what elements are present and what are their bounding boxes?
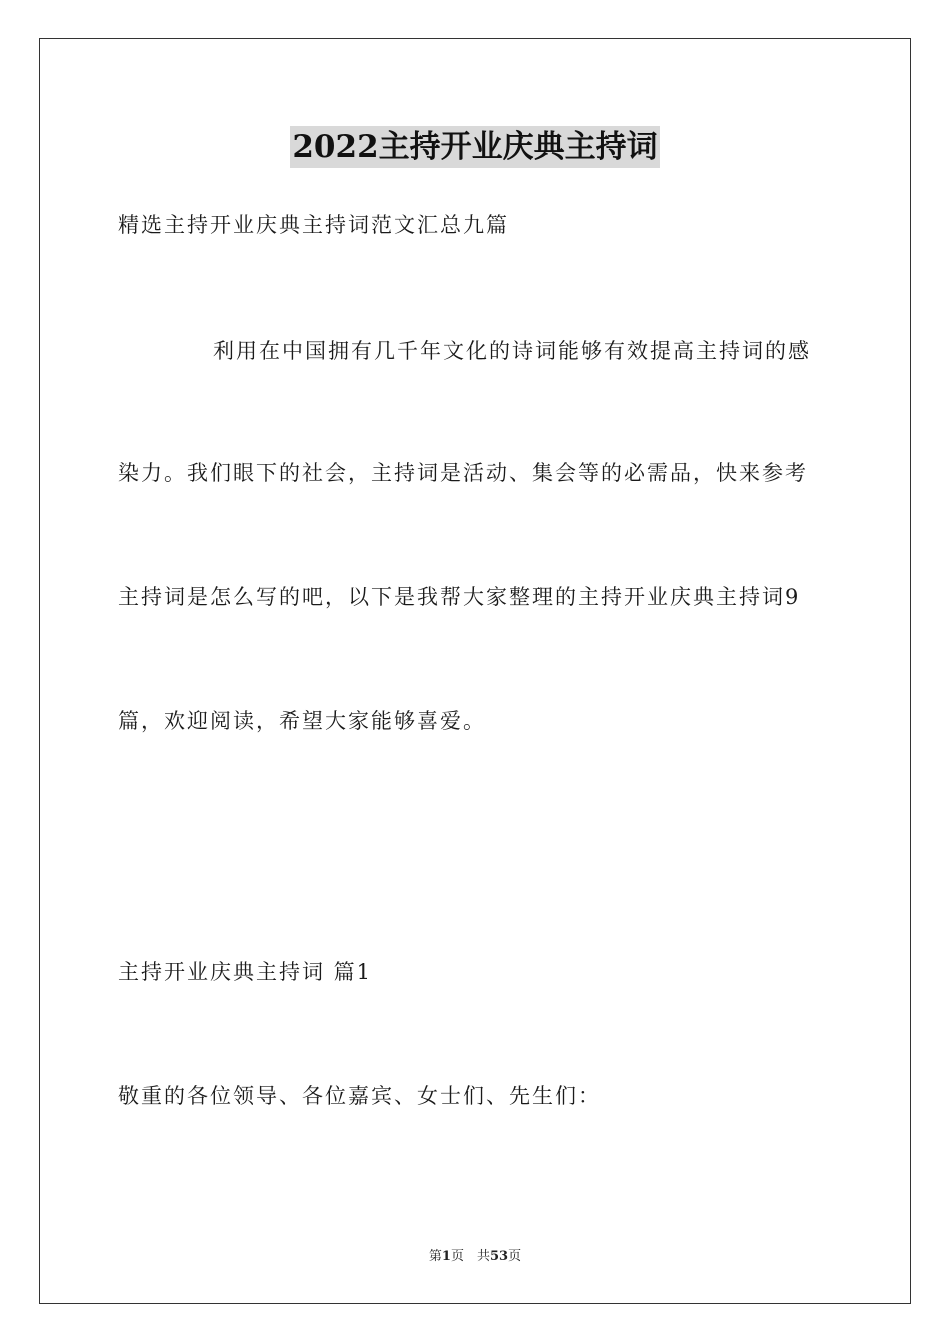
intro-line-4: 篇，欢迎阅读，希望大家能够喜爱。 [118, 709, 486, 733]
intro-line-1: 利用在中国拥有几千年文化的诗词能够有效提高主持词的感 [213, 339, 811, 363]
footer-page-total: 53 [489, 1249, 509, 1264]
footer-mid: 页 共 [450, 1249, 490, 1264]
title-container [0, 126, 950, 168]
footer-prefix: 第 [428, 1249, 442, 1264]
footer-page-current: 1 [441, 1249, 451, 1264]
footer-suffix: 页 [508, 1249, 522, 1264]
section-heading: 主持开业庆典主持词 篇1 [118, 960, 373, 984]
intro-line-2: 染力。我们眼下的社会，主持词是活动、集会等的必需品，快来参考 [118, 461, 808, 485]
page-footer [0, 1248, 950, 1266]
document-subtitle: 精选主持开业庆典主持词范文汇总九篇 [118, 213, 509, 237]
intro-line-3: 主持词是怎么写的吧，以下是我帮大家整理的主持开业庆典主持词9 [118, 585, 801, 609]
greeting-line: 敬重的各位领导、各位嘉宾、女士们、先生们： [118, 1084, 601, 1108]
document-title: 2022主持开业庆典主持词 [290, 126, 659, 168]
